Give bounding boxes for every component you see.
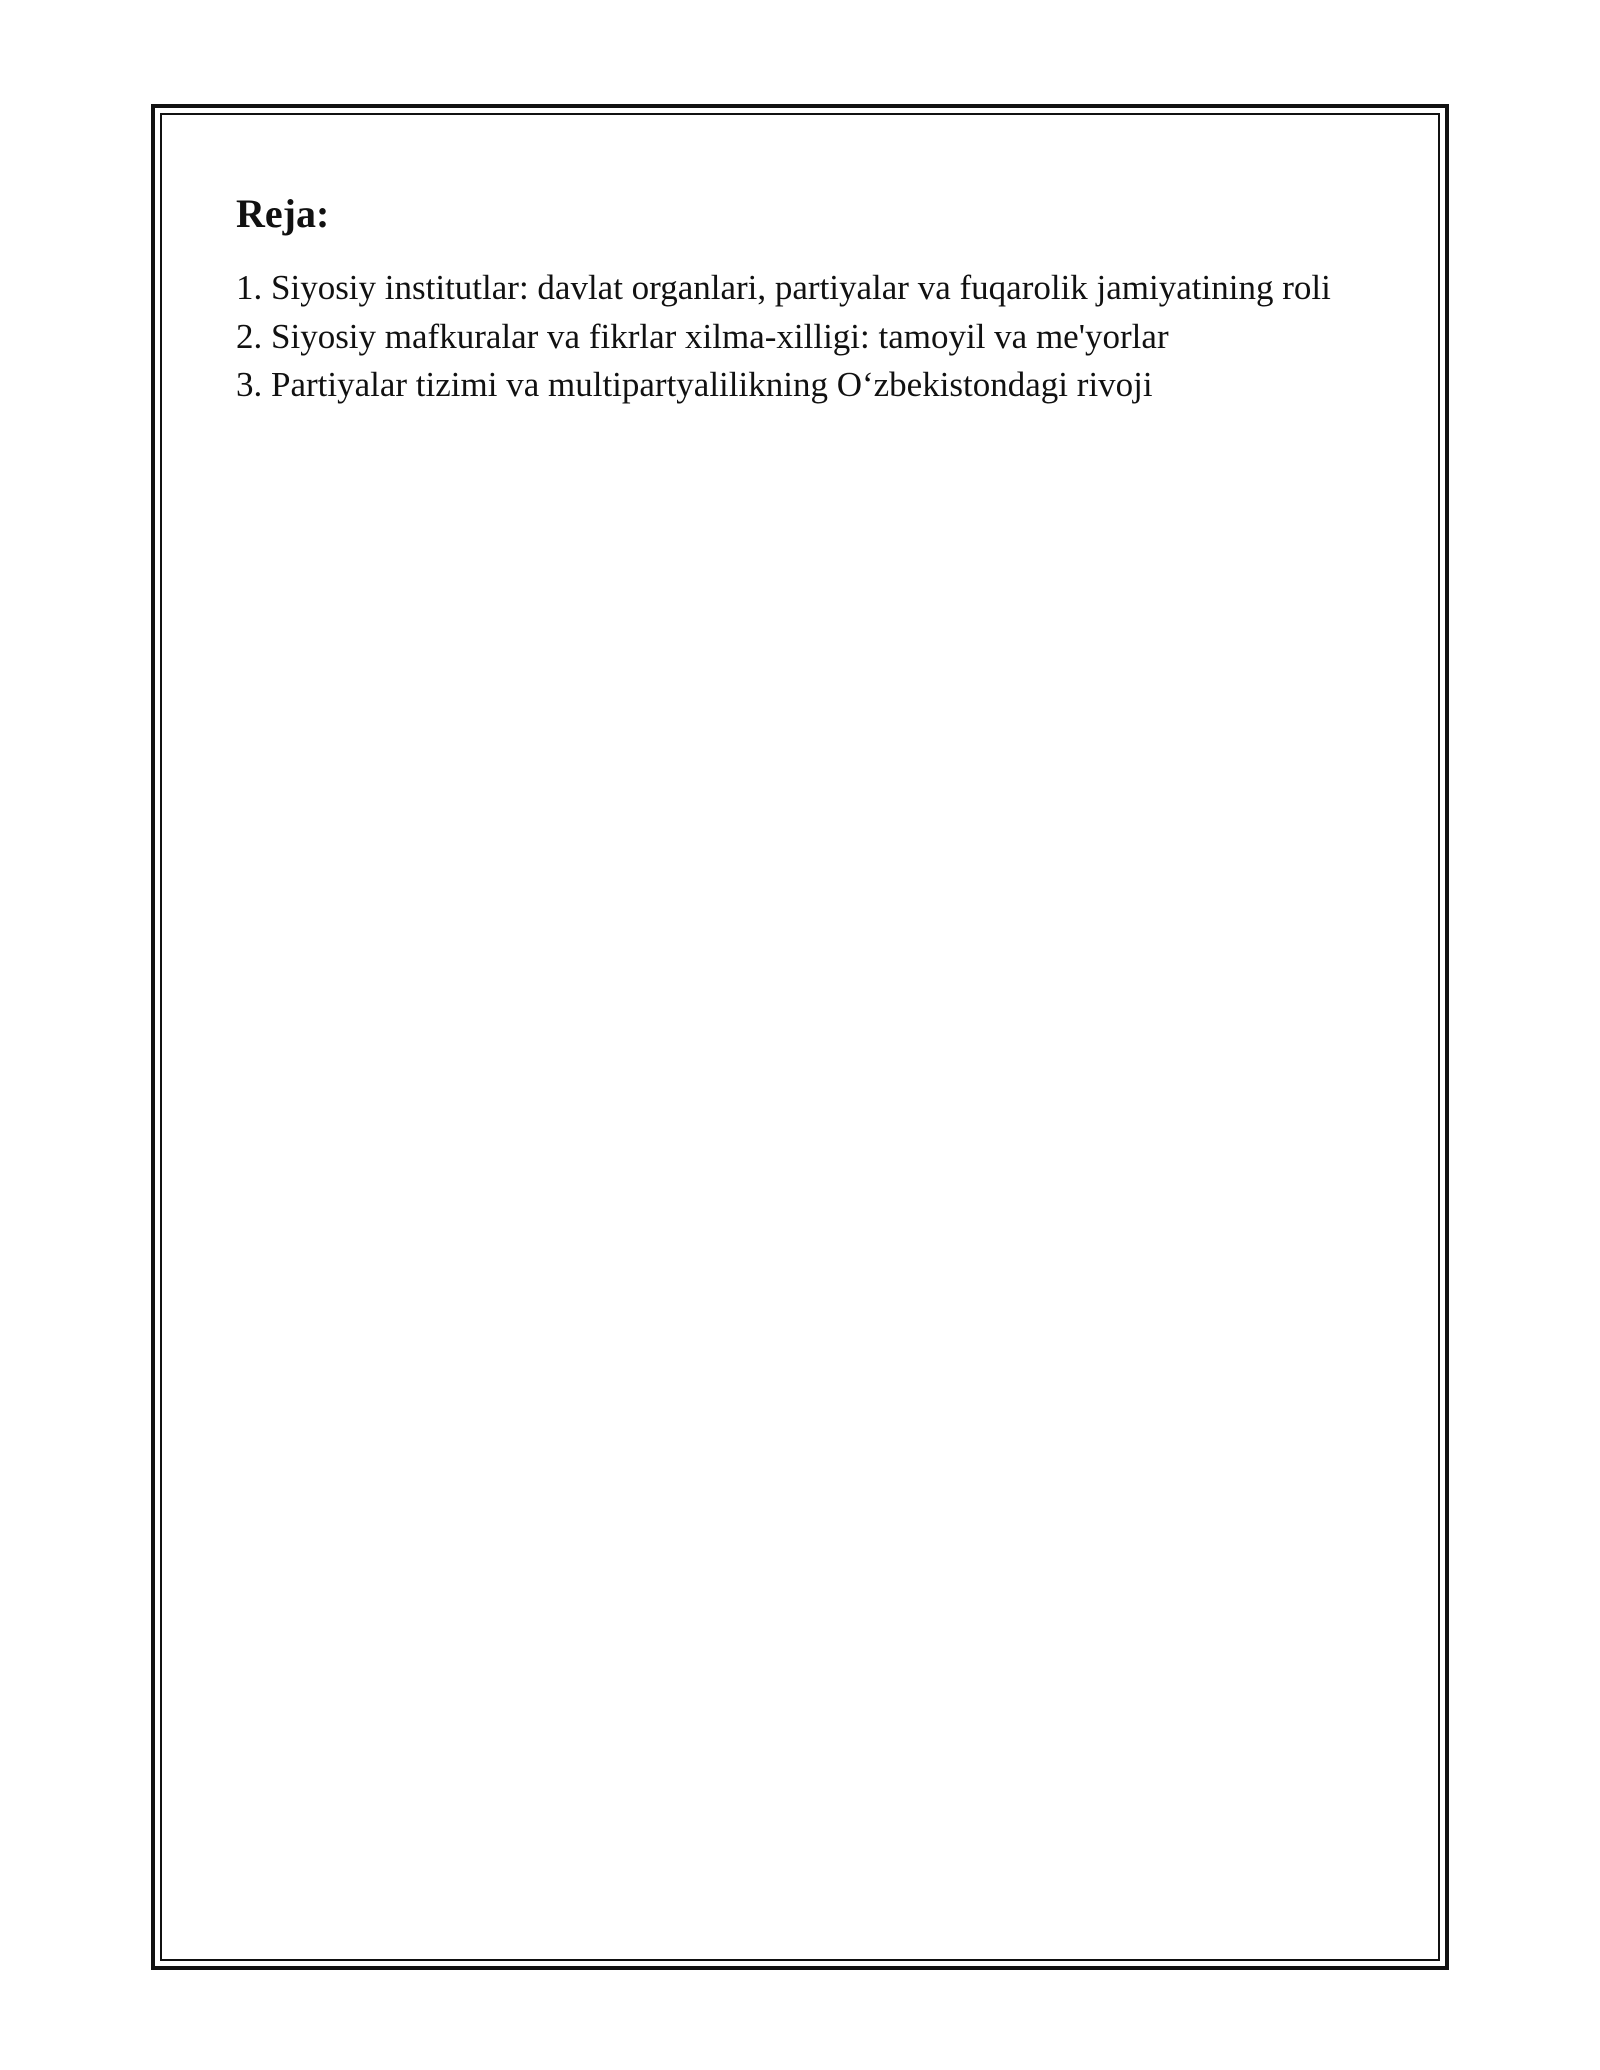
page-title: Reja: — [236, 191, 330, 236]
plan-list — [236, 264, 1356, 410]
page-content — [236, 186, 1356, 410]
plan-item-3: 3. Partiyalar tizimi va multipartyalilikning O‘zbekistondagi rivoji — [236, 365, 1153, 404]
plan-item-1: 1. Siyosiy institutlar: davlat organlari, partiyalar va fuqarolik jamiyatining roli — [236, 268, 1331, 307]
plan-item-2: 2. Siyosiy mafkuralar va fikrlar xilma-xilligi: tamoyil va me'yorlar — [236, 316, 1169, 356]
